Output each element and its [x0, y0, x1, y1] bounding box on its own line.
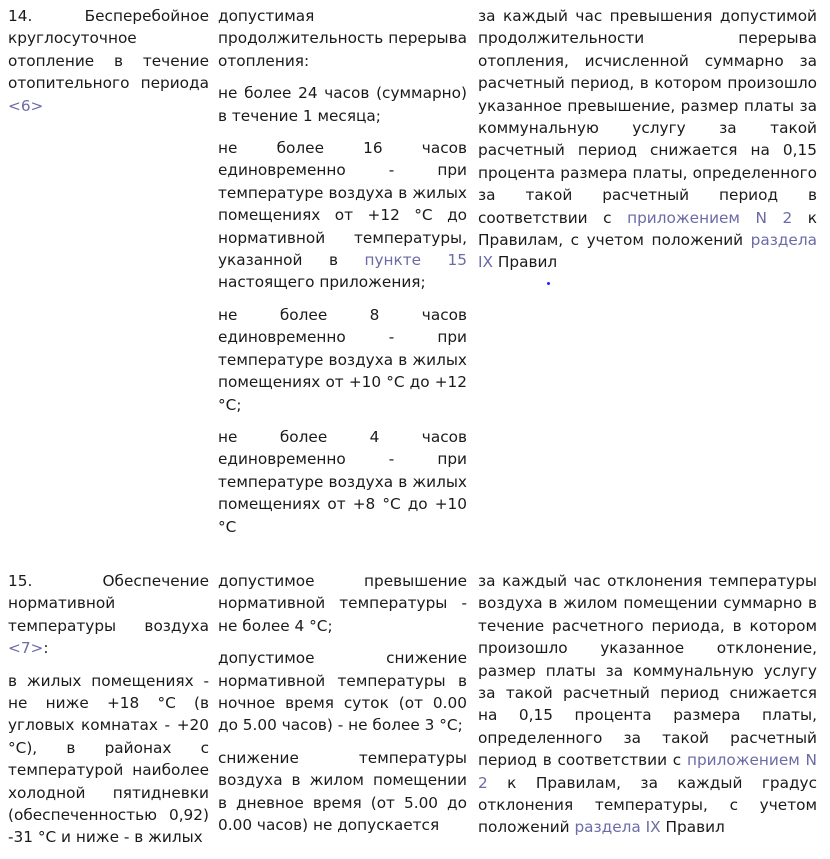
service-name-cell [8, 5, 209, 127]
payment-text: к Правилам, за каждый градус отклонения температуры, с учетом положений [478, 773, 817, 837]
deviation-paragraph: допустимое снижение нормативной температуры в ночное время суток (от 0.00 до 5.00 часов) - не более 3 °C; [218, 649, 467, 735]
service-requirement: в жилых помещениях - не ниже +18 °C (в угловых комнатах - +20 °C), в районах с температурой наиболее холодной пятидневки (обеспеченностью 0,92) -31 °C и ниже - в жилых [8, 671, 209, 847]
footnote-link-7[interactable]: <7> [8, 639, 44, 658]
deviation-text-tail: настоящего приложения; [218, 273, 426, 292]
service-name-colon: : [43, 639, 49, 658]
deviation-paragraph: не более 8 часов единовременно - при температуре воздуха в жилых помещениях от +10 °C до +12 °C; [218, 305, 467, 414]
appendix-2-link[interactable]: приложением N 2 [627, 208, 793, 227]
deviation-paragraph: снижение температуры воздуха в жилом помещении в дневное время (от 5.00 до 0.00 часов) не допускается [218, 748, 467, 835]
section-ix-link[interactable]: раздела IX [574, 818, 661, 837]
deviation-paragraph [218, 137, 467, 294]
allowed-deviation-cell [218, 570, 467, 846]
service-name-text: 15. Обеспечение нормативной температуры воздуха [8, 572, 209, 635]
deviation-paragraph: не более 4 часов единовременно - при температуре воздуха в жилых помещениях от +8 °C до +10 °C [218, 427, 467, 536]
payment-text: к Правилам, с учетом положений [478, 208, 817, 250]
service-name-text: 14. Бесперебойное круглосуточное отопление в течение отопительного периода [8, 7, 209, 93]
service-name-cell [8, 570, 209, 859]
deviation-paragraph: допустимая продолжительность перерыва отопления: [218, 7, 467, 70]
payment-text: за каждый час превышения допустимой продолжительности перерыва отопления, исчисленной суммарно за расчетный период, в котором произошло указанное превышение, размер платы за коммунальную услугу за такой расчетный период снижается на 0,15 процента размера платы, определенного за такой расчетный период в соответствии с [478, 7, 817, 227]
section-ix-link[interactable]: раздела IX [478, 231, 817, 272]
payment-paragraph [478, 5, 817, 274]
deviation-paragraph: допустимое превышение нормативной температуры - не более 4 °C; [218, 572, 467, 635]
stray-dot [547, 282, 550, 285]
payment-paragraph [478, 570, 817, 839]
service-name [8, 570, 209, 660]
allowed-deviation-cell [218, 5, 467, 548]
payment-change-cell [478, 5, 817, 284]
payment-change-cell [478, 570, 817, 849]
deviation-paragraph: не более 24 часов (суммарно) в течение 1 месяца; [218, 84, 467, 125]
payment-text: Правил [660, 818, 725, 837]
payment-text: Правил [493, 253, 558, 272]
payment-text: за каждый час отклонения температуры воздуха в жилом помещении суммарно в течение расчетного периода, в котором произошло указанное отклонение, размер платы за коммунальную услугу за такой расчетный период снижается на 0,15 процента размера платы, определенного за такой расчетный период в соответствии с [478, 572, 817, 770]
deviation-text: не более 16 часов единовременно - при температуре воздуха в жилых помещениях от +12 °C до нормативной температуры, указанной в [218, 139, 467, 270]
appendix-2-link[interactable]: приложением N 2 [478, 751, 817, 792]
footnote-link-6[interactable]: <6> [8, 96, 44, 115]
item-15-link[interactable]: пункте 15 [364, 251, 467, 270]
service-name [8, 5, 209, 117]
